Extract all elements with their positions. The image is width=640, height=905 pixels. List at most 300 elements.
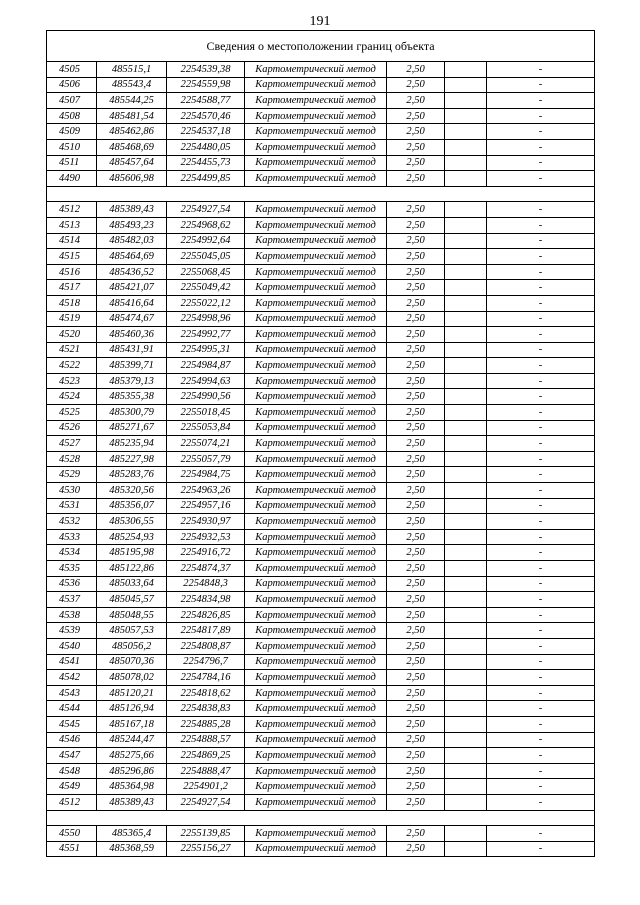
y-coordinate-cell: 2254888,57	[167, 732, 245, 748]
precision-cell: 2,50	[387, 295, 445, 311]
empty-cell	[445, 841, 487, 857]
note-cell: -	[487, 202, 595, 218]
method-cell: Картометрический метод	[245, 483, 387, 499]
precision-cell: 2,50	[387, 748, 445, 764]
y-coordinate-cell: 2254992,77	[167, 327, 245, 343]
x-coordinate-cell: 485033,64	[97, 576, 167, 592]
empty-cell	[445, 327, 487, 343]
x-coordinate-cell: 485544,25	[97, 93, 167, 109]
x-coordinate-cell: 485460,36	[97, 327, 167, 343]
method-cell: Картометрический метод	[245, 467, 387, 483]
precision-cell: 2,50	[387, 420, 445, 436]
empty-cell	[445, 529, 487, 545]
empty-cell	[445, 217, 487, 233]
x-coordinate-cell: 485078,02	[97, 670, 167, 686]
empty-cell	[445, 607, 487, 623]
empty-cell	[445, 467, 487, 483]
table-row	[47, 638, 595, 654]
point-number-cell: 4506	[47, 77, 97, 93]
point-number-cell: 4517	[47, 280, 97, 296]
method-cell: Картометрический метод	[245, 576, 387, 592]
empty-cell	[445, 748, 487, 764]
y-coordinate-cell: 2255156,27	[167, 841, 245, 857]
method-cell: Картометрический метод	[245, 451, 387, 467]
method-cell: Картометрический метод	[245, 420, 387, 436]
y-coordinate-cell: 2254968,62	[167, 217, 245, 233]
note-cell: -	[487, 280, 595, 296]
empty-cell	[445, 826, 487, 842]
x-coordinate-cell: 485306,55	[97, 514, 167, 530]
empty-cell	[445, 108, 487, 124]
precision-cell: 2,50	[387, 171, 445, 187]
point-number-cell: 4524	[47, 389, 97, 405]
table-row	[47, 295, 595, 311]
x-coordinate-cell: 485457,64	[97, 155, 167, 171]
method-cell: Картометрический метод	[245, 701, 387, 717]
table-row	[47, 514, 595, 530]
empty-cell	[445, 420, 487, 436]
empty-cell	[445, 498, 487, 514]
note-cell: -	[487, 483, 595, 499]
table-row	[47, 124, 595, 140]
empty-cell	[445, 514, 487, 530]
group-separator-cell	[47, 186, 595, 202]
empty-cell	[445, 202, 487, 218]
note-cell: -	[487, 763, 595, 779]
empty-cell	[445, 716, 487, 732]
method-cell: Картометрический метод	[245, 202, 387, 218]
x-coordinate-cell: 485070,36	[97, 654, 167, 670]
empty-cell	[445, 451, 487, 467]
note-cell: -	[487, 420, 595, 436]
note-cell: -	[487, 389, 595, 405]
precision-cell: 2,50	[387, 670, 445, 686]
y-coordinate-cell: 2254455,73	[167, 155, 245, 171]
y-coordinate-cell: 2255018,45	[167, 405, 245, 421]
point-number-cell: 4507	[47, 93, 97, 109]
empty-cell	[445, 249, 487, 265]
method-cell: Картометрический метод	[245, 62, 387, 78]
y-coordinate-cell: 2255068,45	[167, 264, 245, 280]
point-number-cell: 4532	[47, 514, 97, 530]
table-row	[47, 155, 595, 171]
method-cell: Картометрический метод	[245, 405, 387, 421]
table-row	[47, 217, 595, 233]
note-cell: -	[487, 249, 595, 265]
precision-cell: 2,50	[387, 701, 445, 717]
precision-cell: 2,50	[387, 93, 445, 109]
x-coordinate-cell: 485045,57	[97, 592, 167, 608]
precision-cell: 2,50	[387, 779, 445, 795]
precision-cell: 2,50	[387, 139, 445, 155]
table-row	[47, 748, 595, 764]
note-cell: -	[487, 155, 595, 171]
table-row	[47, 654, 595, 670]
y-coordinate-cell: 2255053,84	[167, 420, 245, 436]
note-cell: -	[487, 529, 595, 545]
x-coordinate-cell: 485389,43	[97, 202, 167, 218]
note-cell: -	[487, 701, 595, 717]
y-coordinate-cell: 2254874,37	[167, 561, 245, 577]
y-coordinate-cell: 2254869,25	[167, 748, 245, 764]
note-cell: -	[487, 545, 595, 561]
table-row	[47, 202, 595, 218]
table-row	[47, 171, 595, 187]
note-cell: -	[487, 716, 595, 732]
method-cell: Картометрический метод	[245, 155, 387, 171]
table-row	[47, 280, 595, 296]
note-cell: -	[487, 592, 595, 608]
table-row	[47, 529, 595, 545]
empty-cell	[445, 670, 487, 686]
note-cell: -	[487, 607, 595, 623]
precision-cell: 2,50	[387, 405, 445, 421]
precision-cell: 2,50	[387, 327, 445, 343]
y-coordinate-cell: 2254992,64	[167, 233, 245, 249]
method-cell: Картометрический метод	[245, 171, 387, 187]
empty-cell	[445, 264, 487, 280]
table-row	[47, 607, 595, 623]
note-cell: -	[487, 451, 595, 467]
point-number-cell: 4511	[47, 155, 97, 171]
table-row	[47, 716, 595, 732]
note-cell: -	[487, 233, 595, 249]
x-coordinate-cell: 485275,66	[97, 748, 167, 764]
x-coordinate-cell: 485389,43	[97, 794, 167, 810]
x-coordinate-cell: 485355,38	[97, 389, 167, 405]
method-cell: Картометрический метод	[245, 561, 387, 577]
note-cell: -	[487, 295, 595, 311]
precision-cell: 2,50	[387, 108, 445, 124]
note-cell: -	[487, 685, 595, 701]
precision-cell: 2,50	[387, 732, 445, 748]
precision-cell: 2,50	[387, 529, 445, 545]
note-cell: -	[487, 748, 595, 764]
y-coordinate-cell: 2254480,05	[167, 139, 245, 155]
y-coordinate-cell: 2254990,56	[167, 389, 245, 405]
y-coordinate-cell: 2255074,21	[167, 436, 245, 452]
precision-cell: 2,50	[387, 498, 445, 514]
note-cell: -	[487, 623, 595, 639]
note-cell: -	[487, 405, 595, 421]
empty-cell	[445, 763, 487, 779]
precision-cell: 2,50	[387, 483, 445, 499]
table-row	[47, 701, 595, 717]
empty-cell	[445, 389, 487, 405]
note-cell: -	[487, 62, 595, 78]
point-number-cell: 4508	[47, 108, 97, 124]
point-number-cell: 4505	[47, 62, 97, 78]
precision-cell: 2,50	[387, 794, 445, 810]
x-coordinate-cell: 485356,07	[97, 498, 167, 514]
table-row	[47, 763, 595, 779]
note-cell: -	[487, 467, 595, 483]
point-number-cell: 4490	[47, 171, 97, 187]
precision-cell: 2,50	[387, 685, 445, 701]
method-cell: Картометрический метод	[245, 264, 387, 280]
table-row	[47, 576, 595, 592]
empty-cell	[445, 77, 487, 93]
table-row	[47, 451, 595, 467]
y-coordinate-cell: 2254838,83	[167, 701, 245, 717]
note-cell: -	[487, 670, 595, 686]
empty-cell	[445, 561, 487, 577]
method-cell: Картометрический метод	[245, 249, 387, 265]
point-number-cell: 4513	[47, 217, 97, 233]
x-coordinate-cell: 485365,4	[97, 826, 167, 842]
x-coordinate-cell: 485543,4	[97, 77, 167, 93]
note-cell: -	[487, 779, 595, 795]
precision-cell: 2,50	[387, 623, 445, 639]
empty-cell	[445, 139, 487, 155]
y-coordinate-cell: 2254826,85	[167, 607, 245, 623]
point-number-cell: 4538	[47, 607, 97, 623]
precision-cell: 2,50	[387, 280, 445, 296]
y-coordinate-cell: 2254888,47	[167, 763, 245, 779]
table-row	[47, 249, 595, 265]
note-cell: -	[487, 498, 595, 514]
table-row	[47, 498, 595, 514]
point-number-cell: 4537	[47, 592, 97, 608]
point-number-cell: 4509	[47, 124, 97, 140]
table-row	[47, 93, 595, 109]
table-row	[47, 670, 595, 686]
point-number-cell: 4510	[47, 139, 97, 155]
note-cell: -	[487, 171, 595, 187]
x-coordinate-cell: 485227,98	[97, 451, 167, 467]
note-cell: -	[487, 576, 595, 592]
method-cell: Картометрический метод	[245, 794, 387, 810]
precision-cell: 2,50	[387, 217, 445, 233]
point-number-cell: 4533	[47, 529, 97, 545]
y-coordinate-cell: 2254916,72	[167, 545, 245, 561]
x-coordinate-cell: 485436,52	[97, 264, 167, 280]
table-row	[47, 545, 595, 561]
table-row	[47, 264, 595, 280]
empty-cell	[445, 436, 487, 452]
point-number-cell: 4542	[47, 670, 97, 686]
table-row	[47, 373, 595, 389]
precision-cell: 2,50	[387, 826, 445, 842]
point-number-cell: 4515	[47, 249, 97, 265]
y-coordinate-cell: 2254818,62	[167, 685, 245, 701]
group-separator-row	[47, 186, 595, 202]
x-coordinate-cell: 485364,98	[97, 779, 167, 795]
empty-cell	[445, 779, 487, 795]
x-coordinate-cell: 485300,79	[97, 405, 167, 421]
table-row	[47, 139, 595, 155]
table-row	[47, 77, 595, 93]
y-coordinate-cell: 2254930,97	[167, 514, 245, 530]
table-row	[47, 794, 595, 810]
method-cell: Картометрический метод	[245, 77, 387, 93]
note-cell: -	[487, 327, 595, 343]
x-coordinate-cell: 485283,76	[97, 467, 167, 483]
point-number-cell: 4531	[47, 498, 97, 514]
y-coordinate-cell: 2254957,16	[167, 498, 245, 514]
note-cell: -	[487, 826, 595, 842]
y-coordinate-cell: 2254499,85	[167, 171, 245, 187]
x-coordinate-cell: 485379,13	[97, 373, 167, 389]
method-cell: Картометрический метод	[245, 342, 387, 358]
note-cell: -	[487, 373, 595, 389]
y-coordinate-cell: 2254927,54	[167, 202, 245, 218]
point-number-cell: 4536	[47, 576, 97, 592]
method-cell: Картометрический метод	[245, 779, 387, 795]
method-cell: Картометрический метод	[245, 654, 387, 670]
empty-cell	[445, 685, 487, 701]
empty-cell	[445, 732, 487, 748]
note-cell: -	[487, 841, 595, 857]
note-cell: -	[487, 108, 595, 124]
table-row	[47, 327, 595, 343]
y-coordinate-cell: 2254808,87	[167, 638, 245, 654]
y-coordinate-cell: 2254796,7	[167, 654, 245, 670]
note-cell: -	[487, 342, 595, 358]
x-coordinate-cell: 485399,71	[97, 358, 167, 374]
empty-cell	[445, 171, 487, 187]
method-cell: Картометрический метод	[245, 545, 387, 561]
precision-cell: 2,50	[387, 467, 445, 483]
empty-cell	[445, 623, 487, 639]
point-number-cell: 4545	[47, 716, 97, 732]
table-row	[47, 685, 595, 701]
method-cell: Картометрический метод	[245, 389, 387, 405]
y-coordinate-cell: 2254932,53	[167, 529, 245, 545]
group-separator-row	[47, 810, 595, 826]
x-coordinate-cell: 485606,98	[97, 171, 167, 187]
x-coordinate-cell: 485048,55	[97, 607, 167, 623]
method-cell: Картометрический метод	[245, 436, 387, 452]
note-cell: -	[487, 311, 595, 327]
precision-cell: 2,50	[387, 233, 445, 249]
point-number-cell: 4550	[47, 826, 97, 842]
point-number-cell: 4546	[47, 732, 97, 748]
point-number-cell: 4544	[47, 701, 97, 717]
x-coordinate-cell: 485244,47	[97, 732, 167, 748]
point-number-cell: 4535	[47, 561, 97, 577]
point-number-cell: 4551	[47, 841, 97, 857]
y-coordinate-cell: 2254885,28	[167, 716, 245, 732]
precision-cell: 2,50	[387, 389, 445, 405]
precision-cell: 2,50	[387, 436, 445, 452]
precision-cell: 2,50	[387, 62, 445, 78]
method-cell: Картометрический метод	[245, 280, 387, 296]
y-coordinate-cell: 2254984,75	[167, 467, 245, 483]
precision-cell: 2,50	[387, 358, 445, 374]
method-cell: Картометрический метод	[245, 670, 387, 686]
method-cell: Картометрический метод	[245, 373, 387, 389]
x-coordinate-cell: 485493,23	[97, 217, 167, 233]
empty-cell	[445, 155, 487, 171]
y-coordinate-cell: 2254963,26	[167, 483, 245, 499]
method-cell: Картометрический метод	[245, 233, 387, 249]
method-cell: Картометрический метод	[245, 716, 387, 732]
precision-cell: 2,50	[387, 342, 445, 358]
empty-cell	[445, 342, 487, 358]
x-coordinate-cell: 485057,53	[97, 623, 167, 639]
point-number-cell: 4522	[47, 358, 97, 374]
y-coordinate-cell: 2254994,63	[167, 373, 245, 389]
y-coordinate-cell: 2254901,2	[167, 779, 245, 795]
y-coordinate-cell: 2254848,3	[167, 576, 245, 592]
point-number-cell: 4548	[47, 763, 97, 779]
table-row	[47, 233, 595, 249]
table-row	[47, 62, 595, 78]
method-cell: Картометрический метод	[245, 763, 387, 779]
x-coordinate-cell: 485271,67	[97, 420, 167, 436]
table-title: Сведения о местоположении границ объекта	[47, 31, 595, 62]
y-coordinate-cell: 2255139,85	[167, 826, 245, 842]
note-cell: -	[487, 436, 595, 452]
empty-cell	[445, 295, 487, 311]
point-number-cell: 4543	[47, 685, 97, 701]
method-cell: Картометрический метод	[245, 498, 387, 514]
empty-cell	[445, 280, 487, 296]
empty-cell	[445, 358, 487, 374]
precision-cell: 2,50	[387, 264, 445, 280]
point-number-cell: 4527	[47, 436, 97, 452]
x-coordinate-cell: 485254,93	[97, 529, 167, 545]
method-cell: Картометрический метод	[245, 514, 387, 530]
empty-cell	[445, 592, 487, 608]
x-coordinate-cell: 485474,67	[97, 311, 167, 327]
precision-cell: 2,50	[387, 716, 445, 732]
table-row	[47, 108, 595, 124]
table-row	[47, 342, 595, 358]
method-cell: Картометрический метод	[245, 841, 387, 857]
precision-cell: 2,50	[387, 576, 445, 592]
precision-cell: 2,50	[387, 311, 445, 327]
y-coordinate-cell: 2254784,16	[167, 670, 245, 686]
point-number-cell: 4528	[47, 451, 97, 467]
y-coordinate-cell: 2254998,96	[167, 311, 245, 327]
point-number-cell: 4516	[47, 264, 97, 280]
x-coordinate-cell: 485416,64	[97, 295, 167, 311]
note-cell: -	[487, 638, 595, 654]
point-number-cell: 4512	[47, 202, 97, 218]
method-cell: Картометрический метод	[245, 529, 387, 545]
empty-cell	[445, 62, 487, 78]
group-separator-cell	[47, 810, 595, 826]
method-cell: Картометрический метод	[245, 826, 387, 842]
y-coordinate-cell: 2255045,05	[167, 249, 245, 265]
x-coordinate-cell: 485482,03	[97, 233, 167, 249]
note-cell: -	[487, 139, 595, 155]
point-number-cell: 4549	[47, 779, 97, 795]
precision-cell: 2,50	[387, 249, 445, 265]
table-row	[47, 420, 595, 436]
y-coordinate-cell: 2254995,31	[167, 342, 245, 358]
x-coordinate-cell: 485464,69	[97, 249, 167, 265]
table-row	[47, 311, 595, 327]
empty-cell	[445, 405, 487, 421]
method-cell: Картометрический метод	[245, 732, 387, 748]
table-row	[47, 436, 595, 452]
table-row	[47, 561, 595, 577]
boundary-coordinates-table	[46, 30, 595, 857]
empty-cell	[445, 638, 487, 654]
note-cell: -	[487, 561, 595, 577]
point-number-cell: 4521	[47, 342, 97, 358]
empty-cell	[445, 311, 487, 327]
table-row	[47, 467, 595, 483]
point-number-cell: 4514	[47, 233, 97, 249]
point-number-cell: 4520	[47, 327, 97, 343]
note-cell: -	[487, 264, 595, 280]
x-coordinate-cell: 485126,94	[97, 701, 167, 717]
method-cell: Картометрический метод	[245, 623, 387, 639]
